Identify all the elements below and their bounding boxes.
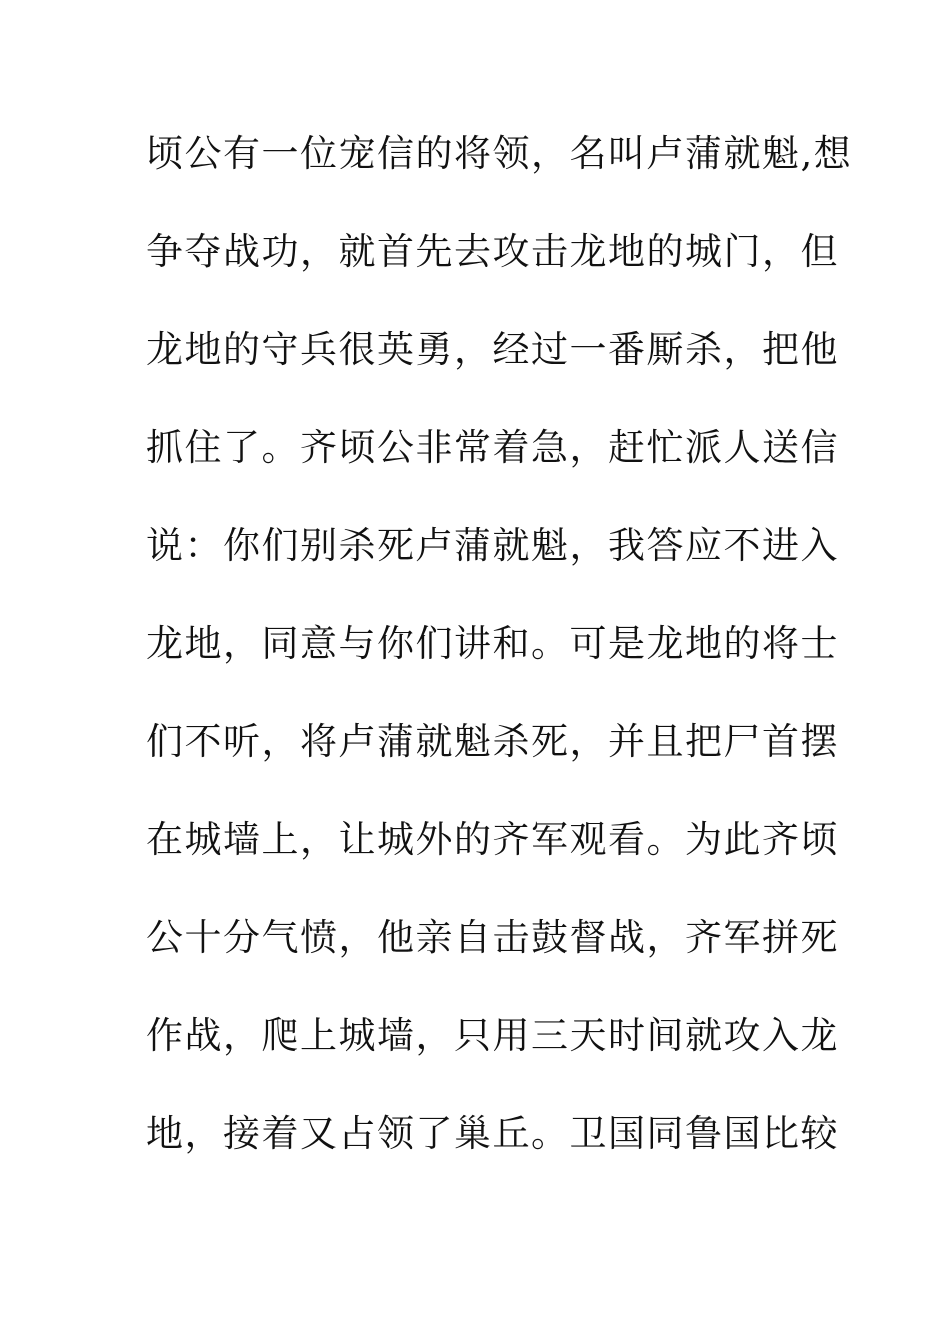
text-line: 说：你们别杀死卢蒲就魁，我答应不进入	[146, 524, 839, 567]
text-line: 作战，爬上城墙，只用三天时间就攻入龙	[146, 1014, 839, 1057]
text-line: 顷公有一位宠信的将领，名叫卢蒲就魁,想	[146, 132, 853, 175]
body-text	[146, 124, 853, 1202]
text-line: 地，接着又占领了巢丘。卫国同鲁国比较	[146, 1112, 839, 1155]
text-line: 们不听，将卢蒲就魁杀死，并且把尸首摆	[146, 720, 839, 763]
text-line: 公十分气愤，他亲自击鼓督战，齐军拼死	[146, 916, 839, 959]
text-line: 龙地的守兵很英勇，经过一番厮杀，把他	[146, 328, 839, 371]
text-line: 抓住了。齐顷公非常着急，赶忙派人送信	[146, 426, 839, 469]
text-line: 在城墙上，让城外的齐军观看。为此齐顷	[146, 818, 839, 861]
text-line: 龙地，同意与你们讲和。可是龙地的将士	[146, 622, 839, 665]
text-line: 争夺战功，就首先去攻击龙地的城门，但	[146, 230, 839, 273]
